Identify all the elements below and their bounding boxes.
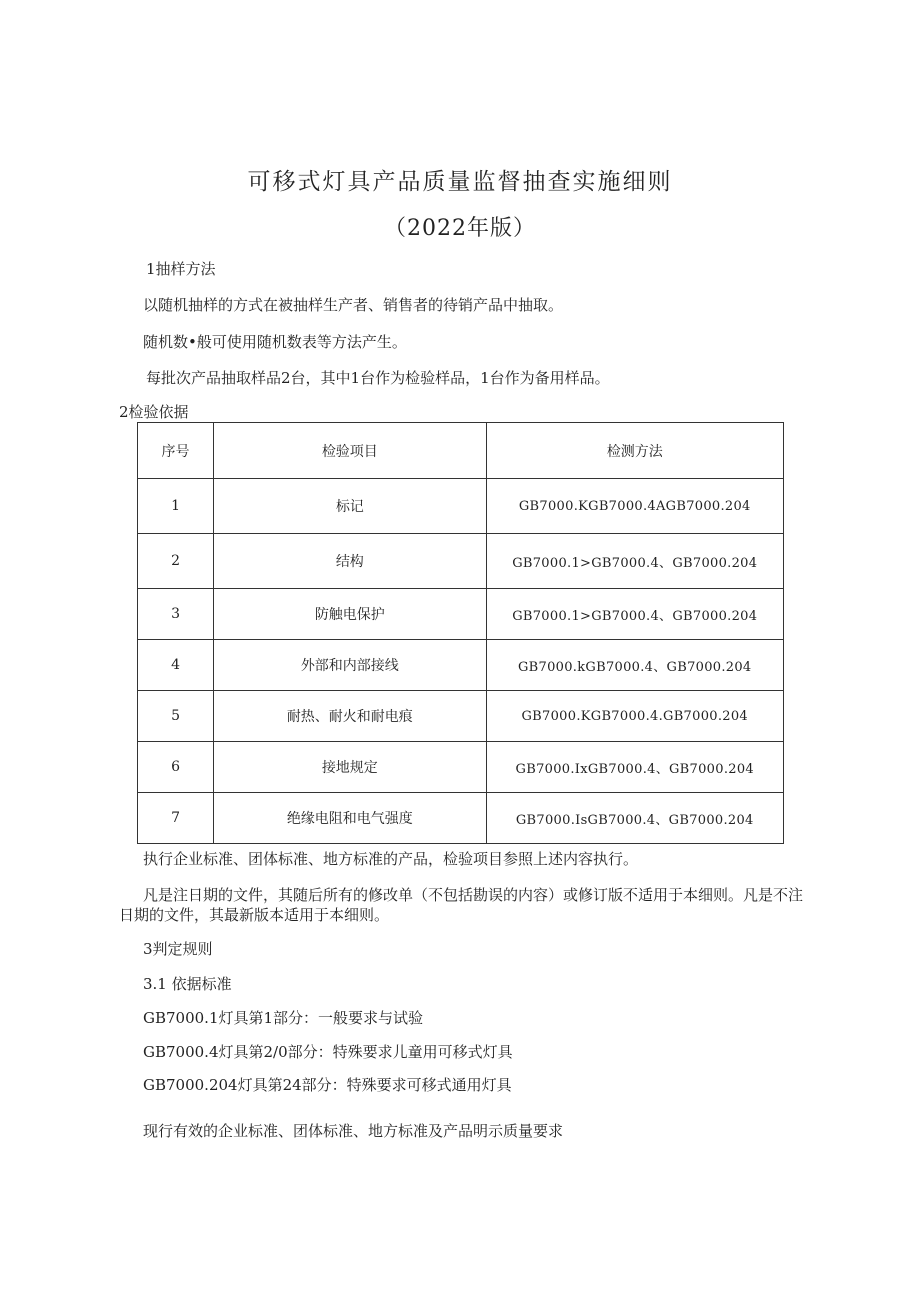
cell-item: 标记 [214,479,486,534]
cell-no: 1 [138,479,214,534]
inspection-table [137,422,784,844]
section-2-heading: 2检验依据 [119,403,189,421]
cell-no: 2 [138,534,214,589]
cell-item: 耐热、耐火和耐电痕 [214,691,486,742]
standard-item-3: GB7000.204灯具第24部分：特殊要求可移式通用灯具 [143,1076,512,1094]
standard-item-2: GB7000.4灯具第2/0部分：特殊要求儿童用可移式灯具 [143,1043,513,1061]
table-row [138,691,784,742]
section-1-heading: 1抽样方法 [146,260,216,278]
cell-item: 接地规定 [214,742,486,793]
table-row [138,589,784,640]
cell-item: 结构 [214,534,486,589]
document-subtitle: （2022年版） [384,216,536,241]
cell-no: 3 [138,589,214,640]
table-row [138,534,784,589]
cell-method: GB7000.KGB7000.4AGB7000.204 [486,479,783,534]
cell-no: 7 [138,793,214,844]
cell-method: GB7000.1>GB7000.4、GB7000.204 [486,589,783,640]
cell-no: 4 [138,640,214,691]
note-paragraph-2: 凡是注日期的文件，其随后所有的修改单（不包括勘误的内容）或修订版不适用于本细则。凡是不注日期的文件，其最新版本适用于本细则。 [119,886,804,924]
table-row [138,640,784,691]
document-title: 可移式灯具产品质量监督抽查实施细则 [247,169,673,195]
header-no: 序号 [138,423,214,479]
cell-method: GB7000.IsGB7000.4、GB7000.204 [486,793,783,844]
cell-method: GB7000.KGB7000.4.GB7000.204 [486,691,783,742]
cell-method: GB7000.IxGB7000.4、GB7000.204 [486,742,783,793]
section-3-heading: 3判定规则 [143,940,213,958]
cell-no: 5 [138,691,214,742]
cell-item: 绝缘电阻和电气强度 [214,793,486,844]
sampling-paragraph-1: 以随机抽样的方式在被抽样生产者、销售者的待销产品中抽取。 [143,296,564,314]
standard-item-4: 现行有效的企业标准、团体标准、地方标准及产品明示质量要求 [143,1122,564,1140]
table-row [138,742,784,793]
header-method: 检测方法 [486,423,783,479]
standard-item-1: GB7000.1灯具第1部分：一般要求与试验 [143,1009,424,1027]
sampling-paragraph-3: 每批次产品抽取样品2台，其中1台作为检验样品，1台作为备用样品。 [146,369,610,387]
header-item: 检验项目 [214,423,486,479]
cell-no: 6 [138,742,214,793]
table-row [138,793,784,844]
section-3-1-heading: 3.1 依据标准 [143,975,232,993]
note-paragraph-1: 执行企业标准、团体标准、地方标准的产品，检验项目参照上述内容执行。 [143,850,639,868]
cell-method: GB7000.kGB7000.4、GB7000.204 [486,640,783,691]
sampling-paragraph-2: 随机数•般可使用随机数表等方法产生。 [143,333,407,351]
cell-method: GB7000.1>GB7000.4、GB7000.204 [486,534,783,589]
cell-item: 外部和内部接线 [214,640,486,691]
table-header-row [138,423,784,479]
table-row [138,479,784,534]
cell-item: 防触电保护 [214,589,486,640]
